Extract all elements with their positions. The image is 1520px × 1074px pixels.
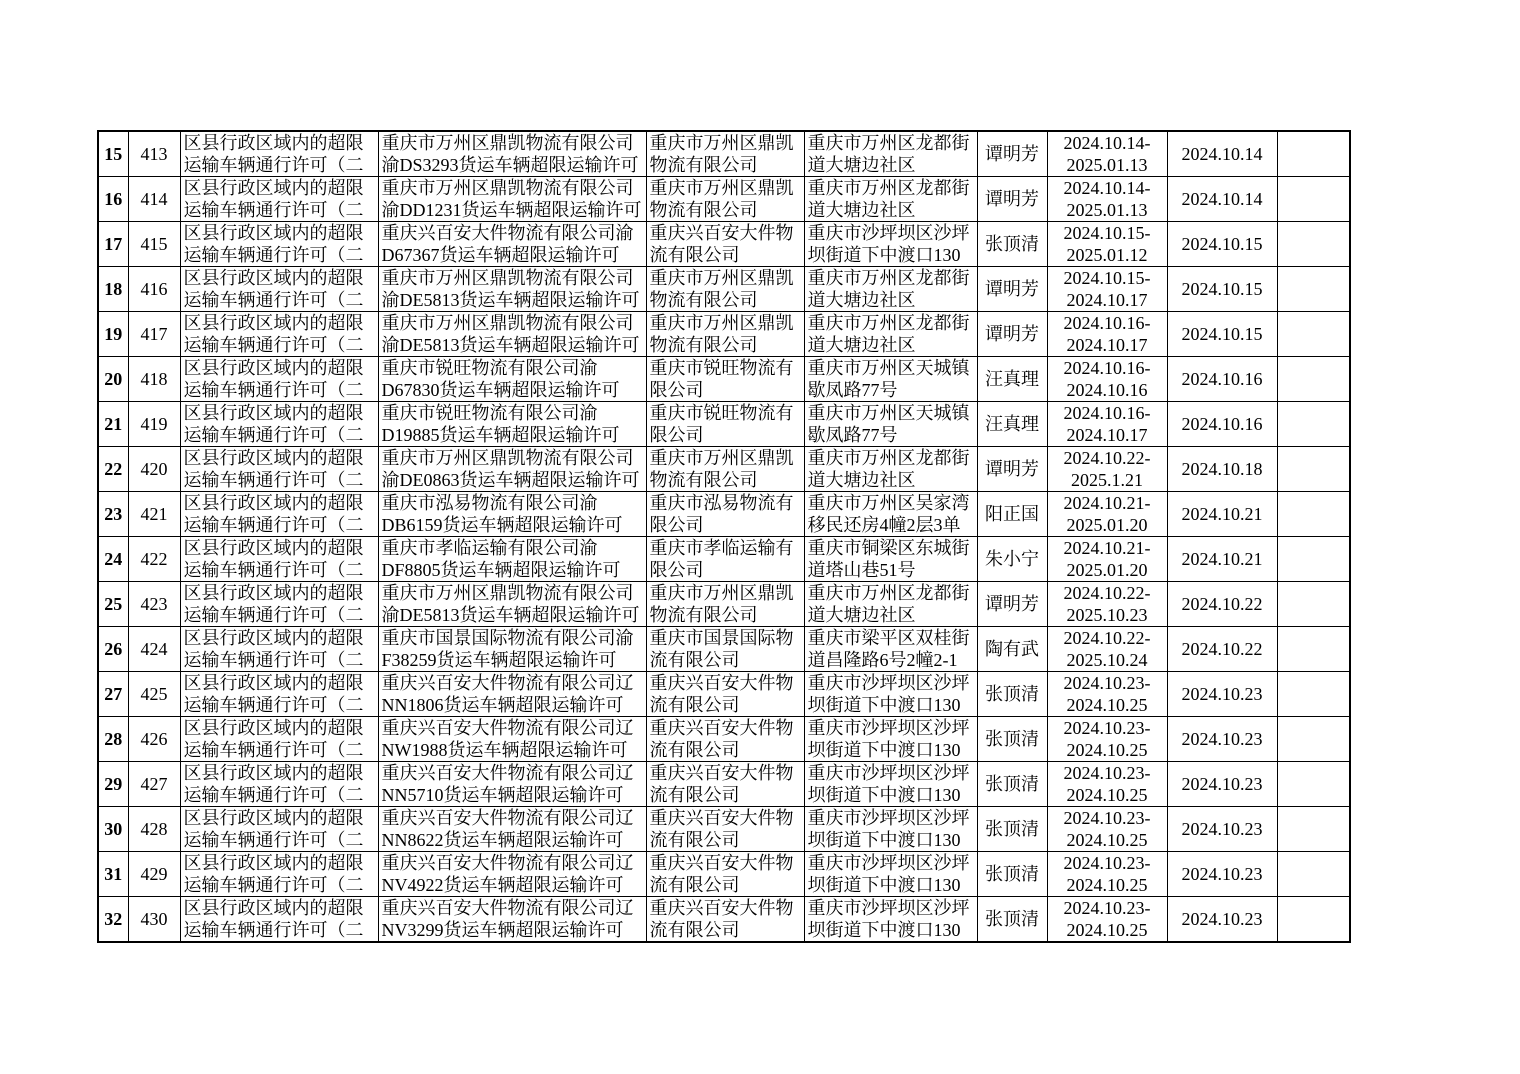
address-cell: 重庆市万州区龙都街 道大塘边社区 — [804, 582, 977, 627]
decision-date-cell: 2024.10.15 — [1167, 267, 1277, 312]
table-row — [98, 717, 1350, 762]
decision-date-cell: 2024.10.22 — [1167, 582, 1277, 627]
contact-cell: 阳正国 — [977, 492, 1047, 537]
row-number-cell: 15 — [98, 131, 128, 177]
contact-cell: 张顶清 — [977, 762, 1047, 807]
company-cell: 重庆市万州区鼎凯 物流有限公司 — [646, 582, 804, 627]
table-row — [98, 627, 1350, 672]
permit-item-cell: 区县行政区域内的超限 运输车辆通行许可（二 — [180, 267, 378, 312]
remarks-cell — [1277, 312, 1350, 357]
table-row — [98, 357, 1350, 402]
validity-period-cell: 2024.10.16- 2024.10.17 — [1047, 312, 1167, 357]
record-id-cell: 430 — [128, 897, 180, 943]
address-cell: 重庆市沙坪坝区沙坪 坝街道下中渡口130 — [804, 897, 977, 943]
remarks-cell — [1277, 762, 1350, 807]
record-id-cell: 428 — [128, 807, 180, 852]
decision-date-cell: 2024.10.21 — [1167, 492, 1277, 537]
address-cell: 重庆市万州区天城镇 歇凤路77号 — [804, 402, 977, 447]
validity-period-cell: 2024.10.23- 2024.10.25 — [1047, 762, 1167, 807]
permit-title-cell: 重庆市万州区鼎凯物流有限公司 渝DE5813货运车辆超限运输许可 — [378, 267, 646, 312]
contact-cell: 张顶清 — [977, 672, 1047, 717]
validity-period-cell: 2024.10.14- 2025.01.13 — [1047, 131, 1167, 177]
company-cell: 重庆兴百安大件物 流有限公司 — [646, 222, 804, 267]
permit-item-cell: 区县行政区域内的超限 运输车辆通行许可（二 — [180, 897, 378, 943]
remarks-cell — [1277, 402, 1350, 447]
remarks-cell — [1277, 582, 1350, 627]
validity-period-cell: 2024.10.15- 2025.01.12 — [1047, 222, 1167, 267]
validity-period-cell: 2024.10.23- 2024.10.25 — [1047, 852, 1167, 897]
row-number-cell: 21 — [98, 402, 128, 447]
company-cell: 重庆市泓易物流有 限公司 — [646, 492, 804, 537]
contact-cell: 谭明芳 — [977, 312, 1047, 357]
address-cell: 重庆市万州区龙都街 道大塘边社区 — [804, 177, 977, 222]
record-id-cell: 427 — [128, 762, 180, 807]
validity-period-cell: 2024.10.14- 2025.01.13 — [1047, 177, 1167, 222]
table-row — [98, 897, 1350, 943]
table-row — [98, 807, 1350, 852]
permit-title-cell: 重庆市锐旺物流有限公司渝 D67830货运车辆超限运输许可 — [378, 357, 646, 402]
address-cell: 重庆市沙坪坝区沙坪 坝街道下中渡口130 — [804, 807, 977, 852]
record-id-cell: 421 — [128, 492, 180, 537]
address-cell: 重庆市沙坪坝区沙坪 坝街道下中渡口130 — [804, 852, 977, 897]
table-row — [98, 222, 1350, 267]
row-number-cell: 20 — [98, 357, 128, 402]
company-cell: 重庆兴百安大件物 流有限公司 — [646, 852, 804, 897]
record-id-cell: 416 — [128, 267, 180, 312]
permit-title-cell: 重庆兴百安大件物流有限公司辽 NN5710货运车辆超限运输许可 — [378, 762, 646, 807]
permit-item-cell: 区县行政区域内的超限 运输车辆通行许可（二 — [180, 852, 378, 897]
validity-period-cell: 2024.10.21- 2025.01.20 — [1047, 537, 1167, 582]
permit-title-cell: 重庆市国景国际物流有限公司渝 F38259货运车辆超限运输许可 — [378, 627, 646, 672]
permit-title-cell: 重庆兴百安大件物流有限公司辽 NW1988货运车辆超限运输许可 — [378, 717, 646, 762]
validity-period-cell: 2024.10.16- 2024.10.16 — [1047, 357, 1167, 402]
table-row — [98, 447, 1350, 492]
contact-cell: 谭明芳 — [977, 447, 1047, 492]
row-number-cell: 17 — [98, 222, 128, 267]
company-cell: 重庆市锐旺物流有 限公司 — [646, 402, 804, 447]
decision-date-cell: 2024.10.23 — [1167, 717, 1277, 762]
address-cell: 重庆市万州区龙都街 道大塘边社区 — [804, 267, 977, 312]
permit-title-cell: 重庆市锐旺物流有限公司渝 D19885货运车辆超限运输许可 — [378, 402, 646, 447]
table-row — [98, 537, 1350, 582]
company-cell: 重庆兴百安大件物 流有限公司 — [646, 672, 804, 717]
table-row — [98, 492, 1350, 537]
row-number-cell: 29 — [98, 762, 128, 807]
decision-date-cell: 2024.10.15 — [1167, 222, 1277, 267]
company-cell: 重庆市万州区鼎凯 物流有限公司 — [646, 312, 804, 357]
decision-date-cell: 2024.10.14 — [1167, 131, 1277, 177]
record-id-cell: 424 — [128, 627, 180, 672]
contact-cell: 谭明芳 — [977, 267, 1047, 312]
contact-cell: 谭明芳 — [977, 177, 1047, 222]
permit-title-cell: 重庆兴百安大件物流有限公司辽 NV4922货运车辆超限运输许可 — [378, 852, 646, 897]
table-row — [98, 582, 1350, 627]
permit-table-body — [98, 131, 1350, 942]
decision-date-cell: 2024.10.23 — [1167, 897, 1277, 943]
permit-title-cell: 重庆市万州区鼎凯物流有限公司 渝DE5813货运车辆超限运输许可 — [378, 582, 646, 627]
record-id-cell: 415 — [128, 222, 180, 267]
decision-date-cell: 2024.10.21 — [1167, 537, 1277, 582]
contact-cell: 谭明芳 — [977, 582, 1047, 627]
company-cell: 重庆市国景国际物 流有限公司 — [646, 627, 804, 672]
row-number-cell: 31 — [98, 852, 128, 897]
table-row — [98, 672, 1350, 717]
decision-date-cell: 2024.10.22 — [1167, 627, 1277, 672]
permit-item-cell: 区县行政区域内的超限 运输车辆通行许可（二 — [180, 177, 378, 222]
row-number-cell: 32 — [98, 897, 128, 943]
address-cell: 重庆市沙坪坝区沙坪 坝街道下中渡口130 — [804, 222, 977, 267]
row-number-cell: 23 — [98, 492, 128, 537]
remarks-cell — [1277, 627, 1350, 672]
address-cell: 重庆市铜梁区东城街 道塔山巷51号 — [804, 537, 977, 582]
permit-item-cell: 区县行政区域内的超限 运输车辆通行许可（二 — [180, 627, 378, 672]
permit-item-cell: 区县行政区域内的超限 运输车辆通行许可（二 — [180, 672, 378, 717]
permit-title-cell: 重庆市万州区鼎凯物流有限公司 渝DS3293货运车辆超限运输许可 — [378, 131, 646, 177]
table-row — [98, 267, 1350, 312]
permit-title-cell: 重庆兴百安大件物流有限公司渝 D67367货运车辆超限运输许可 — [378, 222, 646, 267]
record-id-cell: 422 — [128, 537, 180, 582]
validity-period-cell: 2024.10.23- 2024.10.25 — [1047, 897, 1167, 943]
permit-table — [97, 130, 1351, 943]
validity-period-cell: 2024.10.21- 2025.01.20 — [1047, 492, 1167, 537]
validity-period-cell: 2024.10.16- 2024.10.17 — [1047, 402, 1167, 447]
permit-item-cell: 区县行政区域内的超限 运输车辆通行许可（二 — [180, 537, 378, 582]
row-number-cell: 26 — [98, 627, 128, 672]
remarks-cell — [1277, 357, 1350, 402]
company-cell: 重庆市万州区鼎凯 物流有限公司 — [646, 267, 804, 312]
table-row — [98, 762, 1350, 807]
table-row — [98, 852, 1350, 897]
permit-title-cell: 重庆市孝临运输有限公司渝 DF8805货运车辆超限运输许可 — [378, 537, 646, 582]
address-cell: 重庆市万州区龙都街 道大塘边社区 — [804, 312, 977, 357]
address-cell: 重庆市沙坪坝区沙坪 坝街道下中渡口130 — [804, 672, 977, 717]
remarks-cell — [1277, 807, 1350, 852]
row-number-cell: 18 — [98, 267, 128, 312]
remarks-cell — [1277, 177, 1350, 222]
remarks-cell — [1277, 672, 1350, 717]
decision-date-cell: 2024.10.18 — [1167, 447, 1277, 492]
permit-item-cell: 区县行政区域内的超限 运输车辆通行许可（二 — [180, 447, 378, 492]
company-cell: 重庆市孝临运输有 限公司 — [646, 537, 804, 582]
validity-period-cell: 2024.10.23- 2024.10.25 — [1047, 807, 1167, 852]
validity-period-cell: 2024.10.15- 2024.10.17 — [1047, 267, 1167, 312]
contact-cell: 张顶清 — [977, 807, 1047, 852]
remarks-cell — [1277, 492, 1350, 537]
company-cell: 重庆兴百安大件物 流有限公司 — [646, 717, 804, 762]
permit-title-cell: 重庆市万州区鼎凯物流有限公司 渝DD1231货运车辆超限运输许可 — [378, 177, 646, 222]
decision-date-cell: 2024.10.14 — [1167, 177, 1277, 222]
decision-date-cell: 2024.10.15 — [1167, 312, 1277, 357]
validity-period-cell: 2024.10.22- 2025.10.24 — [1047, 627, 1167, 672]
permit-title-cell: 重庆兴百安大件物流有限公司辽 NN1806货运车辆超限运输许可 — [378, 672, 646, 717]
record-id-cell: 419 — [128, 402, 180, 447]
contact-cell: 朱小宁 — [977, 537, 1047, 582]
contact-cell: 谭明芳 — [977, 131, 1047, 177]
permit-item-cell: 区县行政区域内的超限 运输车辆通行许可（二 — [180, 717, 378, 762]
company-cell: 重庆市锐旺物流有 限公司 — [646, 357, 804, 402]
decision-date-cell: 2024.10.23 — [1167, 807, 1277, 852]
company-cell: 重庆市万州区鼎凯 物流有限公司 — [646, 447, 804, 492]
permit-title-cell: 重庆兴百安大件物流有限公司辽 NN8622货运车辆超限运输许可 — [378, 807, 646, 852]
contact-cell: 汪真理 — [977, 357, 1047, 402]
company-cell: 重庆兴百安大件物 流有限公司 — [646, 807, 804, 852]
contact-cell: 张顶清 — [977, 222, 1047, 267]
decision-date-cell: 2024.10.23 — [1167, 852, 1277, 897]
company-cell: 重庆市万州区鼎凯 物流有限公司 — [646, 131, 804, 177]
permit-item-cell: 区县行政区域内的超限 运输车辆通行许可（二 — [180, 762, 378, 807]
remarks-cell — [1277, 897, 1350, 943]
table-row — [98, 177, 1350, 222]
decision-date-cell: 2024.10.23 — [1167, 762, 1277, 807]
permit-title-cell: 重庆市万州区鼎凯物流有限公司 渝DE0863货运车辆超限运输许可 — [378, 447, 646, 492]
remarks-cell — [1277, 717, 1350, 762]
record-id-cell: 425 — [128, 672, 180, 717]
permit-title-cell: 重庆市泓易物流有限公司渝 DB6159货运车辆超限运输许可 — [378, 492, 646, 537]
validity-period-cell: 2024.10.23- 2024.10.25 — [1047, 672, 1167, 717]
contact-cell: 张顶清 — [977, 897, 1047, 943]
row-number-cell: 16 — [98, 177, 128, 222]
permit-item-cell: 区县行政区域内的超限 运输车辆通行许可（二 — [180, 222, 378, 267]
validity-period-cell: 2024.10.22- 2025.10.23 — [1047, 582, 1167, 627]
permit-item-cell: 区县行政区域内的超限 运输车辆通行许可（二 — [180, 492, 378, 537]
permit-item-cell: 区县行政区域内的超限 运输车辆通行许可（二 — [180, 582, 378, 627]
record-id-cell: 414 — [128, 177, 180, 222]
contact-cell: 张顶清 — [977, 717, 1047, 762]
row-number-cell: 25 — [98, 582, 128, 627]
record-id-cell: 426 — [128, 717, 180, 762]
remarks-cell — [1277, 222, 1350, 267]
record-id-cell: 417 — [128, 312, 180, 357]
permit-title-cell: 重庆市万州区鼎凯物流有限公司 渝DE5813货运车辆超限运输许可 — [378, 312, 646, 357]
permit-item-cell: 区县行政区域内的超限 运输车辆通行许可（二 — [180, 131, 378, 177]
address-cell: 重庆市万州区吴家湾 移民还房4幢2层3单 — [804, 492, 977, 537]
record-id-cell: 429 — [128, 852, 180, 897]
row-number-cell: 28 — [98, 717, 128, 762]
remarks-cell — [1277, 537, 1350, 582]
contact-cell: 张顶清 — [977, 852, 1047, 897]
remarks-cell — [1277, 267, 1350, 312]
row-number-cell: 27 — [98, 672, 128, 717]
address-cell: 重庆市万州区龙都街 道大塘边社区 — [804, 131, 977, 177]
address-cell: 重庆市沙坪坝区沙坪 坝街道下中渡口130 — [804, 762, 977, 807]
record-id-cell: 423 — [128, 582, 180, 627]
record-id-cell: 418 — [128, 357, 180, 402]
address-cell: 重庆市梁平区双桂街 道昌隆路6号2幢2-1 — [804, 627, 977, 672]
permit-item-cell: 区县行政区域内的超限 运输车辆通行许可（二 — [180, 402, 378, 447]
permit-item-cell: 区县行政区域内的超限 运输车辆通行许可（二 — [180, 312, 378, 357]
remarks-cell — [1277, 852, 1350, 897]
remarks-cell — [1277, 131, 1350, 177]
address-cell: 重庆市沙坪坝区沙坪 坝街道下中渡口130 — [804, 717, 977, 762]
table-row — [98, 131, 1350, 177]
company-cell: 重庆市万州区鼎凯 物流有限公司 — [646, 177, 804, 222]
decision-date-cell: 2024.10.23 — [1167, 672, 1277, 717]
row-number-cell: 24 — [98, 537, 128, 582]
table-row — [98, 402, 1350, 447]
record-id-cell: 420 — [128, 447, 180, 492]
validity-period-cell: 2024.10.23- 2024.10.25 — [1047, 717, 1167, 762]
address-cell: 重庆市万州区天城镇 歇凤路77号 — [804, 357, 977, 402]
row-number-cell: 19 — [98, 312, 128, 357]
decision-date-cell: 2024.10.16 — [1167, 402, 1277, 447]
contact-cell: 汪真理 — [977, 402, 1047, 447]
remarks-cell — [1277, 447, 1350, 492]
record-id-cell: 413 — [128, 131, 180, 177]
company-cell: 重庆兴百安大件物 流有限公司 — [646, 762, 804, 807]
row-number-cell: 30 — [98, 807, 128, 852]
contact-cell: 陶有武 — [977, 627, 1047, 672]
validity-period-cell: 2024.10.22- 2025.1.21 — [1047, 447, 1167, 492]
row-number-cell: 22 — [98, 447, 128, 492]
permit-title-cell: 重庆兴百安大件物流有限公司辽 NV3299货运车辆超限运输许可 — [378, 897, 646, 943]
company-cell: 重庆兴百安大件物 流有限公司 — [646, 897, 804, 943]
address-cell: 重庆市万州区龙都街 道大塘边社区 — [804, 447, 977, 492]
table-row — [98, 312, 1350, 357]
permit-item-cell: 区县行政区域内的超限 运输车辆通行许可（二 — [180, 357, 378, 402]
permit-item-cell: 区县行政区域内的超限 运输车辆通行许可（二 — [180, 807, 378, 852]
decision-date-cell: 2024.10.16 — [1167, 357, 1277, 402]
